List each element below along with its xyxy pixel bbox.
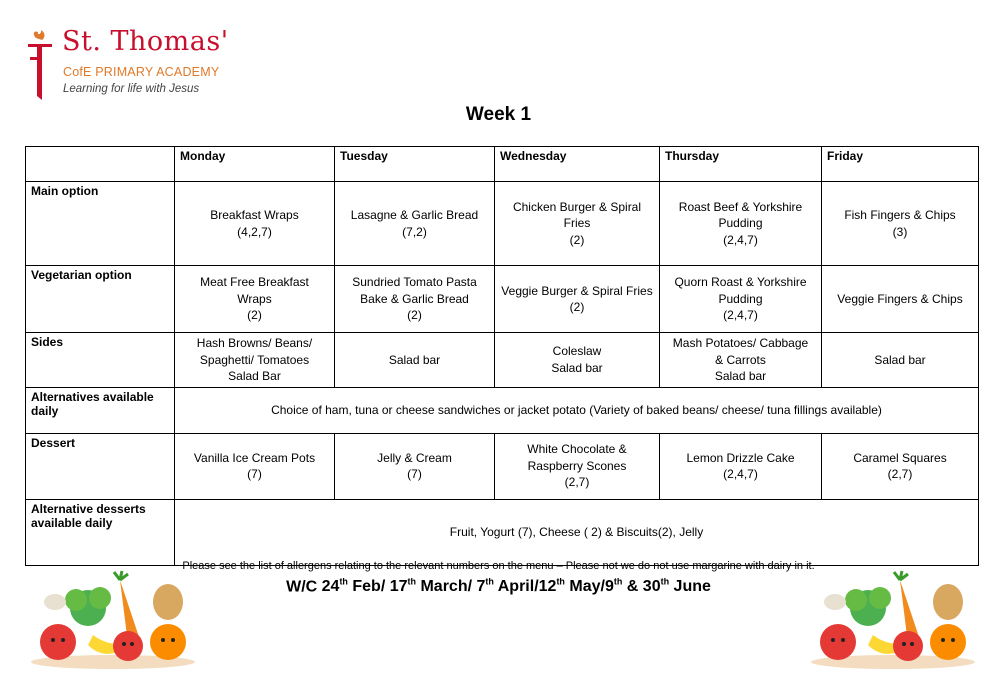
menu-cell-line: Spaghetti/ Tomatoes	[199, 352, 310, 367]
dates-prefix: W/C	[286, 578, 322, 596]
day-header: Friday	[822, 147, 979, 182]
date-ordinal-suffix: th	[485, 577, 494, 587]
menu-cell	[175, 182, 335, 266]
menu-cell-line: (7)	[407, 467, 422, 481]
date-month: April/12	[493, 578, 557, 596]
menu-cell-line: Pudding	[718, 216, 763, 231]
menu-cell-line: Mash Potatoes/ Cabbage	[672, 336, 809, 350]
date-month: Feb/	[347, 578, 390, 596]
menu-cell-line: Salad bar	[388, 352, 441, 367]
cross-with-flame-icon	[22, 30, 62, 102]
menu-cell-line: Pudding	[718, 291, 763, 306]
menu-row	[26, 433, 979, 499]
day-header-row	[26, 147, 979, 182]
date-ordinal-suffix: th	[660, 577, 670, 587]
date-number: 7	[476, 578, 486, 596]
menu-row	[26, 266, 979, 333]
school-logo	[22, 26, 252, 102]
menu-cell-line: Vanilla Ice Cream Pots	[193, 450, 316, 465]
date-ordinal-suffix: th	[613, 577, 623, 587]
menu-cell-all-days: Choice of ham, tuna or cheese sandwiches or jacket potato (Variety of baked beans/ cheese/ tuna fillings available)	[175, 387, 979, 433]
menu-cell-line: Salad Bar	[228, 369, 281, 383]
menu-cell-line: Raspberry Scones	[527, 458, 627, 473]
school-subtitle: CofE PRIMARY ACADEMY	[63, 65, 220, 79]
menu-cell	[660, 333, 822, 388]
menu-cell-line: Caramel Squares	[853, 450, 947, 465]
menu-cell	[495, 333, 660, 388]
menu-row	[26, 333, 979, 388]
menu-cell-line: Fries	[563, 216, 591, 231]
menu-cell	[335, 266, 495, 333]
menu-cell-line: (2)	[569, 232, 585, 247]
date-number: 17	[389, 578, 408, 596]
menu-cell-line: Salad bar	[551, 360, 603, 375]
corner-cell	[26, 147, 175, 182]
menu-cell	[335, 182, 495, 266]
menu-cell-line: Veggie Burger & Spiral Fries	[501, 283, 653, 298]
menu-row	[26, 387, 979, 433]
menu-cell-line: Meat Free Breakfast	[200, 275, 309, 290]
menu-cell	[175, 333, 335, 388]
menu-cell	[822, 266, 979, 333]
menu-cell-line: Bake & Garlic Bread	[360, 291, 469, 306]
menu-cell	[660, 433, 822, 499]
menu-row	[26, 182, 979, 266]
menu-cell-line: Quorn Roast & Yorkshire	[674, 275, 807, 290]
menu-cell-line: Fish Fingers & Chips	[844, 208, 956, 222]
menu-cell-line: (2)	[247, 308, 262, 323]
menu-cell	[660, 266, 822, 333]
menu-cell-line: (2)	[407, 308, 422, 323]
menu-cell-line: Sundried Tomato Pasta	[352, 275, 477, 290]
row-label: Vegetarian option	[26, 266, 175, 333]
menu-cell-line: (2,4,7)	[723, 308, 758, 323]
menu-cell-line: Breakfast Wraps	[210, 208, 299, 222]
menu-cell	[175, 266, 335, 333]
menu-cell-line: (2)	[569, 300, 585, 314]
menu-cell	[822, 333, 979, 388]
menu-cell-line: Roast Beef & Yorkshire	[678, 199, 803, 214]
menu-cell	[660, 182, 822, 266]
menu-cell-line: Salad bar	[714, 369, 767, 383]
menu-cell-line: (2,7)	[887, 467, 913, 481]
date-month: May/9	[564, 578, 614, 596]
menu-cell-line: (3)	[892, 224, 908, 239]
menu-cell-line: Lasagne & Garlic Bread	[350, 208, 479, 222]
menu-cell-all-days: Fruit, Yogurt (7), Cheese ( 2) & Biscuits(2), Jelly	[175, 499, 979, 565]
date-number: 24	[321, 578, 340, 596]
row-label: Main option	[26, 182, 175, 266]
menu-cell-line: Jelly & Cream	[377, 450, 452, 465]
menu-table	[25, 146, 979, 566]
menu-cell	[822, 433, 979, 499]
menu-cell	[335, 333, 495, 388]
menu-cell-line: Wraps	[237, 291, 272, 306]
page-title: Week 1	[465, 104, 532, 125]
menu-cell	[175, 433, 335, 499]
day-header: Monday	[175, 147, 335, 182]
day-header: Tuesday	[335, 147, 495, 182]
menu-cell	[495, 266, 660, 333]
menu-cell-line: (2,4,7)	[723, 467, 758, 481]
menu-cell-line: Veggie Fingers & Chips	[837, 291, 963, 306]
menu-cell-line: (4,2,7)	[237, 224, 272, 239]
cartoon-vegetables-icon	[808, 570, 978, 670]
date-ordinal-suffix: th	[556, 577, 565, 587]
row-label: Alternative desserts available daily	[26, 499, 175, 565]
menu-row	[26, 499, 979, 565]
date-month: & 30	[622, 578, 661, 596]
date-month: June	[669, 578, 711, 596]
school-tagline: Learning for life with Jesus	[63, 83, 200, 95]
allergen-note: Please see the list of allergens relating to the relevant numbers on the menu – Please not we do not use margarine with dairy in it.	[182, 560, 815, 572]
date-month: March/	[416, 578, 477, 596]
menu-cell	[822, 182, 979, 266]
menu-cell-line: (2,4,7)	[723, 232, 758, 247]
menu-cell-line: Lemon Drizzle Cake	[686, 450, 795, 465]
menu-cell-line: & Carrots	[715, 352, 766, 367]
school-name: St. Thomas'	[62, 26, 229, 57]
date-ordinal-suffix: th	[339, 577, 348, 587]
menu-cell-line: Salad bar	[874, 352, 926, 367]
menu-cell-line: Coleslaw	[552, 344, 602, 359]
row-label: Sides	[26, 333, 175, 388]
row-label: Dessert	[26, 433, 175, 499]
menu-cell-line: Chicken Burger & Spiral	[512, 199, 642, 214]
day-header: Wednesday	[495, 147, 660, 182]
menu-cell	[335, 433, 495, 499]
menu-cell-line: White Chocolate &	[527, 442, 627, 457]
menu-cell-line: (2,7)	[564, 475, 590, 490]
date-ordinal-suffix: th	[407, 577, 417, 587]
menu-cell-line: Hash Browns/ Beans/	[196, 336, 313, 350]
menu-cell	[495, 433, 660, 499]
day-header: Thursday	[660, 147, 822, 182]
menu-cell	[495, 182, 660, 266]
row-label: Alternatives available daily	[26, 387, 175, 433]
menu-cell-line: (7)	[247, 467, 262, 481]
menu-cell-line: (7,2)	[402, 224, 427, 239]
cartoon-vegetables-icon	[28, 570, 198, 670]
